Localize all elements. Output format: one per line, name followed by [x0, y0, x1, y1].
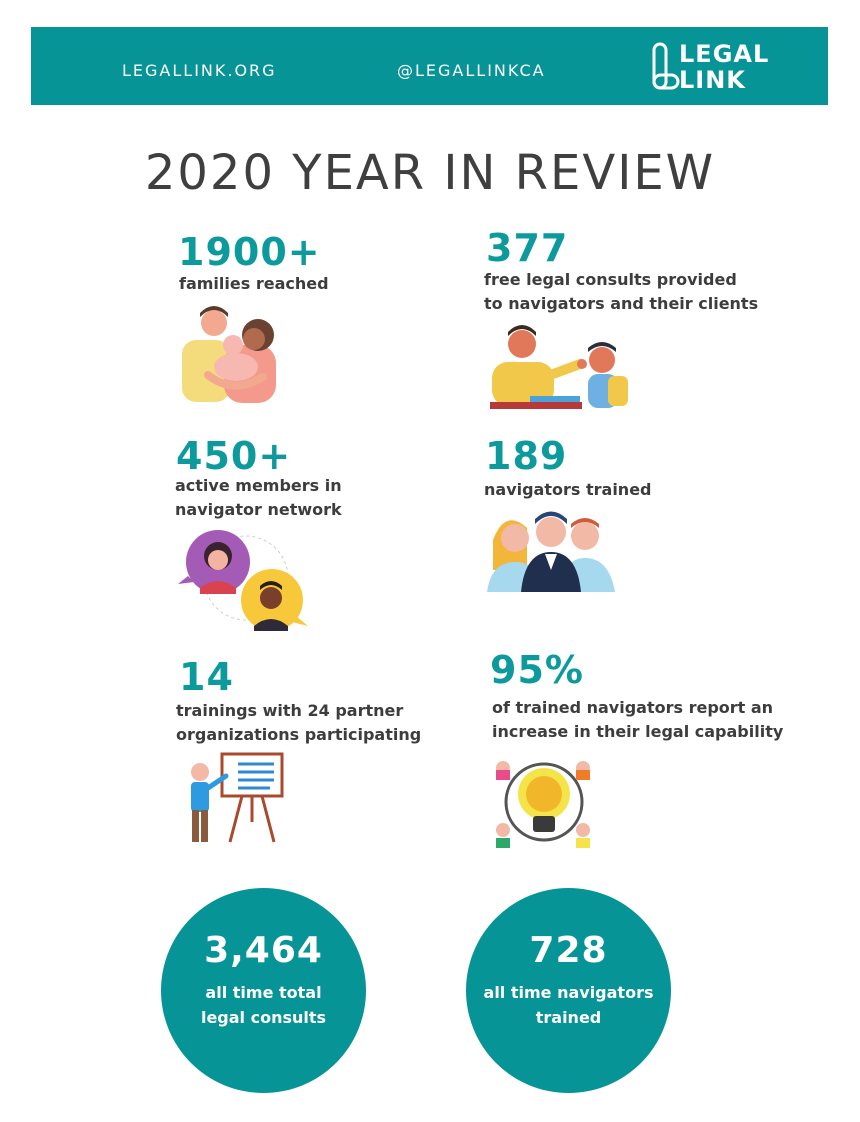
- group-people-illustration-icon: [487, 510, 617, 592]
- family-illustration-icon: [178, 305, 283, 405]
- stat-desc-members: active members in navigator network: [175, 476, 342, 519]
- legal-link-logo: [651, 39, 811, 95]
- social-handle[interactable]: @LEGALLINKCA: [397, 61, 546, 80]
- total-consults-number: 3,464: [204, 930, 323, 971]
- total-navigators-circle: [466, 888, 671, 1093]
- stat-number-trained: 189: [485, 434, 568, 478]
- stat-number-trainings: 14: [179, 655, 234, 699]
- stat-desc-consults: free legal consults provided to navigators and their clients: [484, 270, 759, 313]
- stat-number-consults: 377: [486, 226, 569, 270]
- header-banner: [31, 27, 828, 105]
- total-navigators-label: all time navigators trained: [483, 983, 654, 1027]
- lightbulb-team-illustration-icon: [493, 752, 595, 852]
- page-title: 2020 YEAR IN REVIEW: [144, 145, 716, 201]
- stat-desc-capability: of trained navigators report an increase in their legal capability: [492, 698, 784, 741]
- stat-desc-families: families reached: [179, 274, 329, 293]
- logo-wordmark: LEGAL LINK: [679, 40, 770, 94]
- total-consults-circle: [161, 888, 366, 1093]
- total-navigators-number: 728: [529, 930, 608, 971]
- stat-number-members: 450+: [176, 434, 292, 478]
- stat-desc-trainings: trainings with 24 partner organizations participating: [176, 701, 422, 744]
- website-link[interactable]: LEGALLINK.ORG: [122, 61, 277, 80]
- presenter-illustration-icon: [180, 752, 285, 847]
- stat-number-capability: 95%: [490, 648, 584, 692]
- consultation-illustration-icon: [490, 322, 635, 410]
- total-consults-label: all time total legal consults: [200, 983, 327, 1027]
- stat-desc-trained: navigators trained: [484, 480, 652, 499]
- chain-link-icon: [651, 41, 681, 93]
- stat-number-families: 1900+: [178, 230, 321, 274]
- chat-avatars-illustration-icon: [176, 528, 311, 633]
